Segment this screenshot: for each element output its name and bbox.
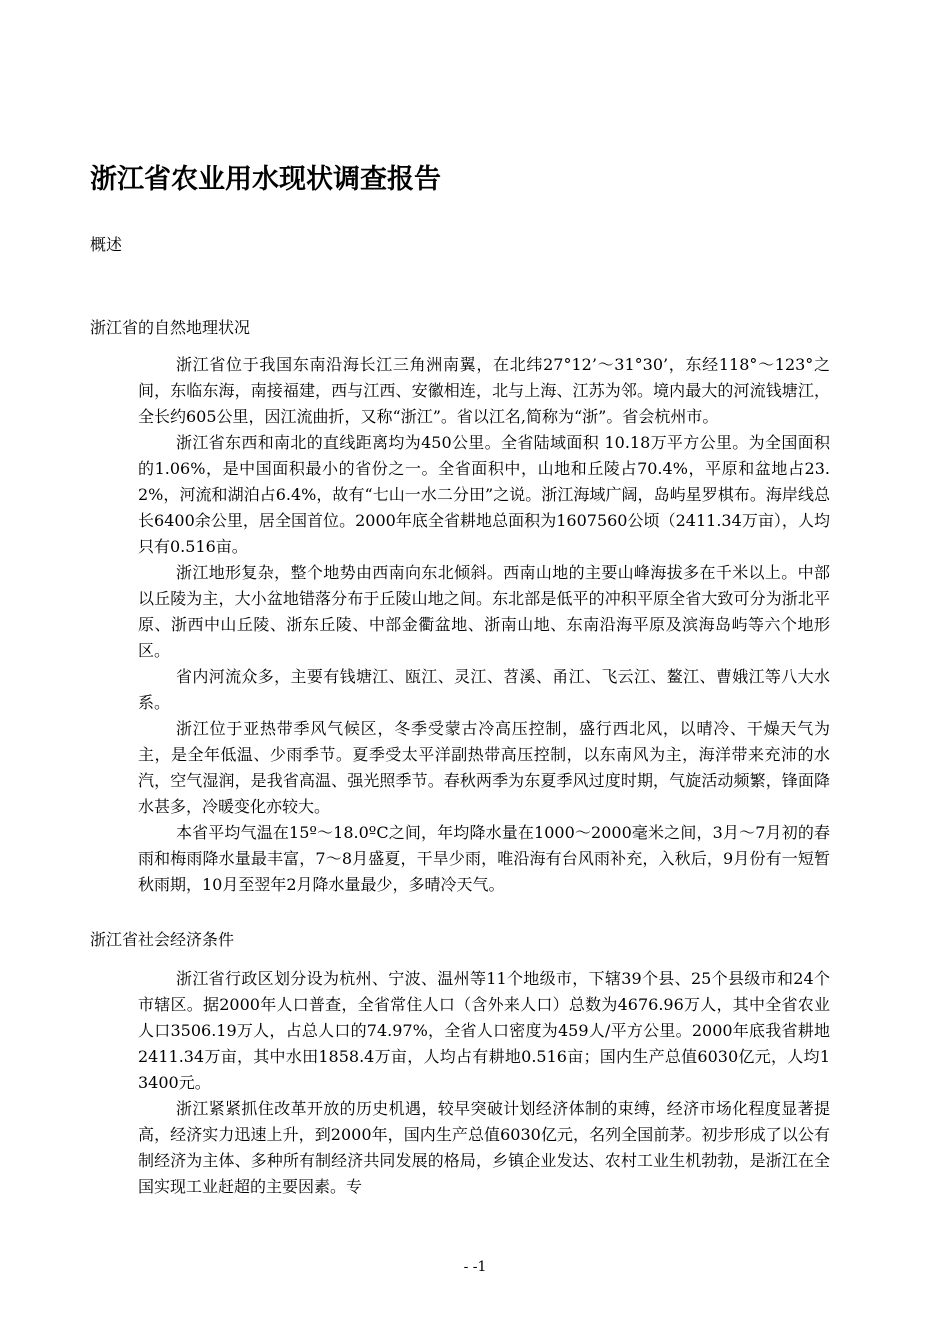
paragraph: 本省平均气温在15º～18.0ºC之间，年均降水量在1000～2000毫米之间，3月～7月初的春雨和梅雨降水量最丰富，7～8月盛夏，干旱少雨，唯沿海有台风雨补充，入秋后，9月份有一短暂秋雨期，10月至翌年2月降水量最少，多晴冷天气。 bbox=[138, 823, 830, 894]
section-heading-socioeconomic: 浙江省社会经济条件 bbox=[90, 930, 235, 949]
paragraph: 浙江省行政区划分设为杭州、宁波、温州等11个地级市，下辖39个县、25个县级市和24个市辖区。据2000年人口普查，全省常住人口（含外来人口）总数为4676.96万人，其中全省农业人口3506.19万人，占总人口的74.97%，全省人口密度为459人/平方公里。2000年底我省耕地2411.34万亩，其中水田1858.4万亩，人均占有耕地0.516亩；国内生产总值6030亿元，人均13400元。 bbox=[138, 969, 830, 1092]
section-body-natural-geography bbox=[138, 352, 830, 898]
document-title: 浙江省农业用水现状调查报告 bbox=[90, 164, 441, 195]
paragraph: 浙江省位于我国东南沿海长江三角洲南翼，在北纬27°12’～31°30’，东经118°～123°之间，东临东海，南接福建，西与江西、安徽相连，北与上海、江苏为邻。境内最大的河流钱塘江，全长约605公里，因江流曲折，又称“浙江”。省以江名,简称为“浙”。省会杭州市。 bbox=[138, 355, 830, 426]
page-number: - -1 bbox=[463, 1259, 487, 1275]
paragraph: 浙江省东西和南北的直线距离均为450公里。全省陆域面积 10.18万平方公里。为全国面积的1.06%，是中国面积最小的省份之一。全省面积中，山地和丘陵占70.4%，平原和盆地占23.2%，河流和湖泊占6.4%，故有“七山一水二分田”之说。浙江海域广阔，岛屿星罗棋布。海岸线总长6400余公里，居全国首位。2000年底全省耕地总面积为1607560公顷（2411.34万亩），人均只有0.516亩。 bbox=[138, 433, 830, 556]
paragraph: 浙江位于亚热带季风气候区，冬季受蒙古冷高压控制，盛行西北风，以晴冷、干燥天气为主，是全年低温、少雨季节。夏季受太平洋副热带高压控制，以东南风为主，海洋带来充沛的水汽，空气湿润，是我省高温、强光照季节。春秋两季为东夏季风过度时期，气旋活动频繁，锋面降水甚多，冷暖变化亦较大。 bbox=[138, 719, 830, 816]
overview-label: 概述 bbox=[90, 235, 123, 254]
paragraph: 省内河流众多，主要有钱塘江、瓯江、灵江、苕溪、甬江、飞云江、鳌江、曹娥江等八大水系。 bbox=[138, 667, 830, 712]
paragraph: 浙江地形复杂，整个地势由西南向东北倾斜。西南山地的主要山峰海拔多在千米以上。中部以丘陵为主，大小盆地错落分布于丘陵山地之间。东北部是低平的冲积平原全省大致可分为浙北平原、浙西中山丘陵、浙东丘陵、中部金衢盆地、浙南山地、东南沿海平原及滨海岛屿等六个地形区。 bbox=[138, 563, 830, 660]
section-heading-natural-geography: 浙江省的自然地理状况 bbox=[90, 318, 251, 337]
paragraph: 浙江紧紧抓住改革开放的历史机遇，较早突破计划经济体制的束缚，经济市场化程度显著提高，经济实力迅速上升，到2000年，国内生产总值6030亿元，名列全国前茅。初步形成了以公有制经济为主体、多种所有制经济共同发展的格局，乡镇企业发达、农村工业生机勃勃，是浙江在全国实现工业赶超的主要因素。专 bbox=[138, 1099, 830, 1196]
section-body-socioeconomic bbox=[138, 966, 830, 1200]
